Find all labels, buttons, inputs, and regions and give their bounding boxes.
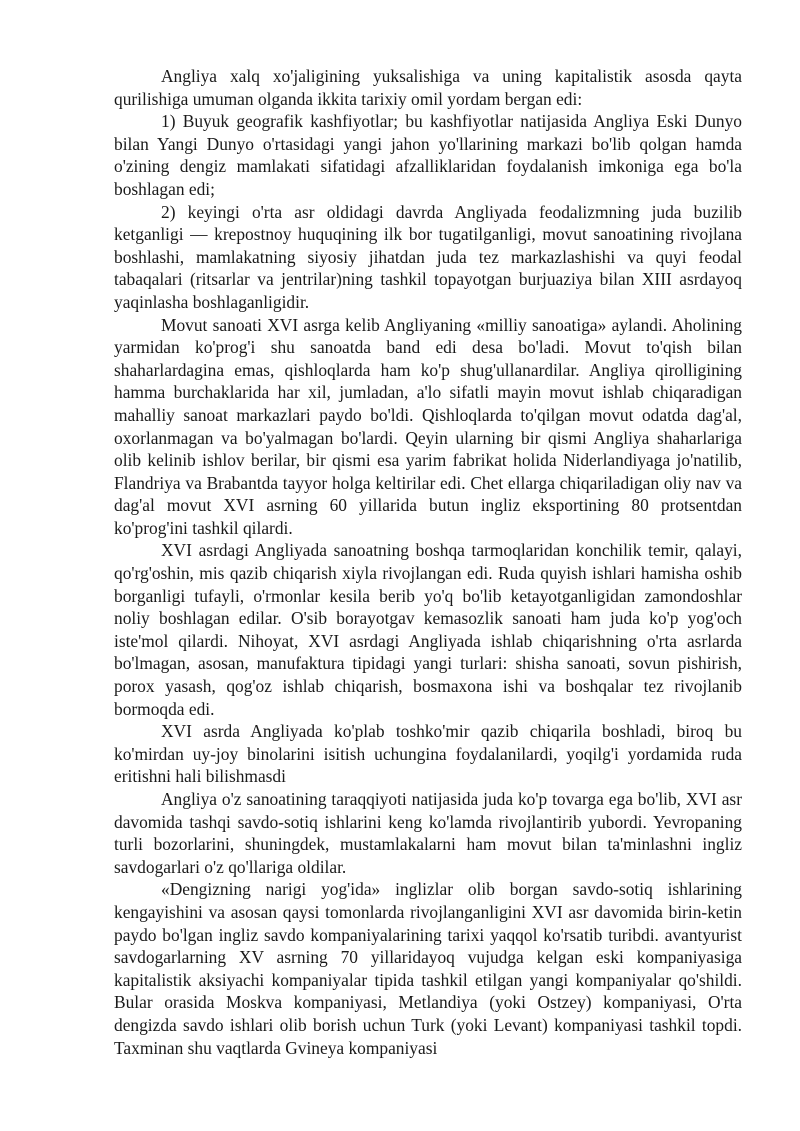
paragraph-mining: XVI asrdagi Angliyada sanoatning boshqa tarmoqlaridan konchilik temir, qalayi, qo'rg'oshin, mis qazib chiqarish xiyla rivojlangan edi. Ruda quyish ishlari hamisha oshib borganligi tufayli, o'rmonlar kesila berib yo'q bo'lib ketayotganligidan zamondoshlar noliy boshlagan edilar. O'sib borayotgav kemasozlik sanoati ham juda ko'p yog'och iste'mol qilardi. Nihoyat, XVI asrdagi Angliyada ishlab chiqarishning o'rta asrlarda bo'lmagan, asosan, manufaktura tipidagi yangi turlari: shisha sanoati, sovun pishirish, porox yasash, qog'oz ishlab chiqarish, bosmaxona ishi va boshqalar tez rivojlanib bormoqda edi.	[114, 540, 742, 719]
paragraph-factor-one: 1) Buyuk geografik kashfiyotlar; bu kashfiyotlar natijasida Angliya Eski Dunyo bilan Yangi Dunyo o'rtasidagi yangi jahon yo'llarining markazi bo'lib qolgan hamda o'zining dengiz mamlakati sifatidagi afzalliklaridan foydalanish imkoniga ega bo'la boshlagan edi;	[114, 111, 742, 199]
paragraph-coal: XVI asrda Angliyada ko'plab toshko'mir qazib chiqarila boshladi, biroq bu ko'mirdan uy-joy binolarini isitish uchungina foydalanilardi, yoqilg'i yordamida ruda eritishni hali bilishmasdi	[114, 721, 742, 787]
paragraph-cloth-industry: Movut sanoati XVI asrga kelib Angliyaning «milliy sanoatiga» aylandi. Aholining yarmidan ko'prog'i shu sanoatda band edi desa bo'ladi. Movut to'qish bilan shaharlardagina emas, qishloqlarda ham ko'p shug'ullanardilar. Angliya qirolligining hamma burchaklarida har xil, jumladan, a'lo sifatli mayin movut ishlab chiqaradigan mahalliy sanoat markazlari paydo bo'ldi. Qishloqlarda to'qilgan movut odatda dag'al, oxorlanmagan va bo'yalmagan bo'lardi. Qeyin ularning bir qismi Angliya shaharlariga olib kelinib ishlov berilar, bir qismi esa yarim fabrikat holida Niderlandiyaga jo'natilib, Flandriya va Brabantda tayyor holga keltirilar edi. Chet ellarga chiqariladigan oliy nav va dag'al movut XVI asrning 60 yillarida butun ingliz eksportining 80 protsentdan ko'prog'ini tashkil qilardi.	[114, 314, 742, 538]
paragraph-foreign-trade: Angliya o'z sanoatining taraqqiyoti natijasida juda ko'p tovarga ega bo'lib, XVI asr davomida tashqi savdo-sotiq ishlarini keng ko'lamda rivojlantirib yubordi. Yevropaning turli bozorlarini, shuningdek, mustamlakalarni ham movut bilan ta'minlashni ingliz savdogarlari o'z qo'llariga oldilar.	[114, 789, 742, 877]
paragraph-factor-two: 2) keyingi o'rta asr oldidagi davrda Angliyada feodalizmning juda buzilib ketganligi — krepostnoy huquqining ilk bor tugatilganligi, movut sanoatining rivojlana boshlashi, mamlakatning siyosiy jihatdan juda tez markazlashishi va quyi feodal tabaqalari (ritsarlar va jentrilar)ning tashkil topayotgan burjuaziya bilan XIII asrdayoq yaqinlasha boshlaganligidir.	[114, 201, 742, 312]
paragraph-trade-companies: «Dengizning narigi yog'ida» inglizlar olib borgan savdo-sotiq ishlarining kengayishini va asosan qaysi tomonlarda rivojlanganligini XVI asr davomida birin-ketin paydo bo'lgan ingliz savdo kompaniyalarining tarixi yaqqol ko'rsatib turibdi. avantyurist savdogarlarning XV asrning 70 yillaridayoq vujudga kelgan eski kompaniyasiga kapitalistik aksiyachi kompaniyalar tipida tashkil etilgan yangi kompaniyalar qo'shildi. Bular orasida Moskva kompaniyasi, Metlandiya (yoki Ostzey) kompaniyasi, O'rta dengizda savdo ishlari olib borish uchun Turk (yoki Levant) kompaniyasi tashkil topdi. Taxminan shu vaqtlarda Gvineya kompaniyasi	[114, 879, 742, 1058]
paragraph-intro: Angliya xalq xo'jaligining yuksalishiga va uning kapitalistik asosda qayta qurilishiga umuman olganda ikkita tarixiy omil yordam bergan edi:	[114, 66, 742, 109]
